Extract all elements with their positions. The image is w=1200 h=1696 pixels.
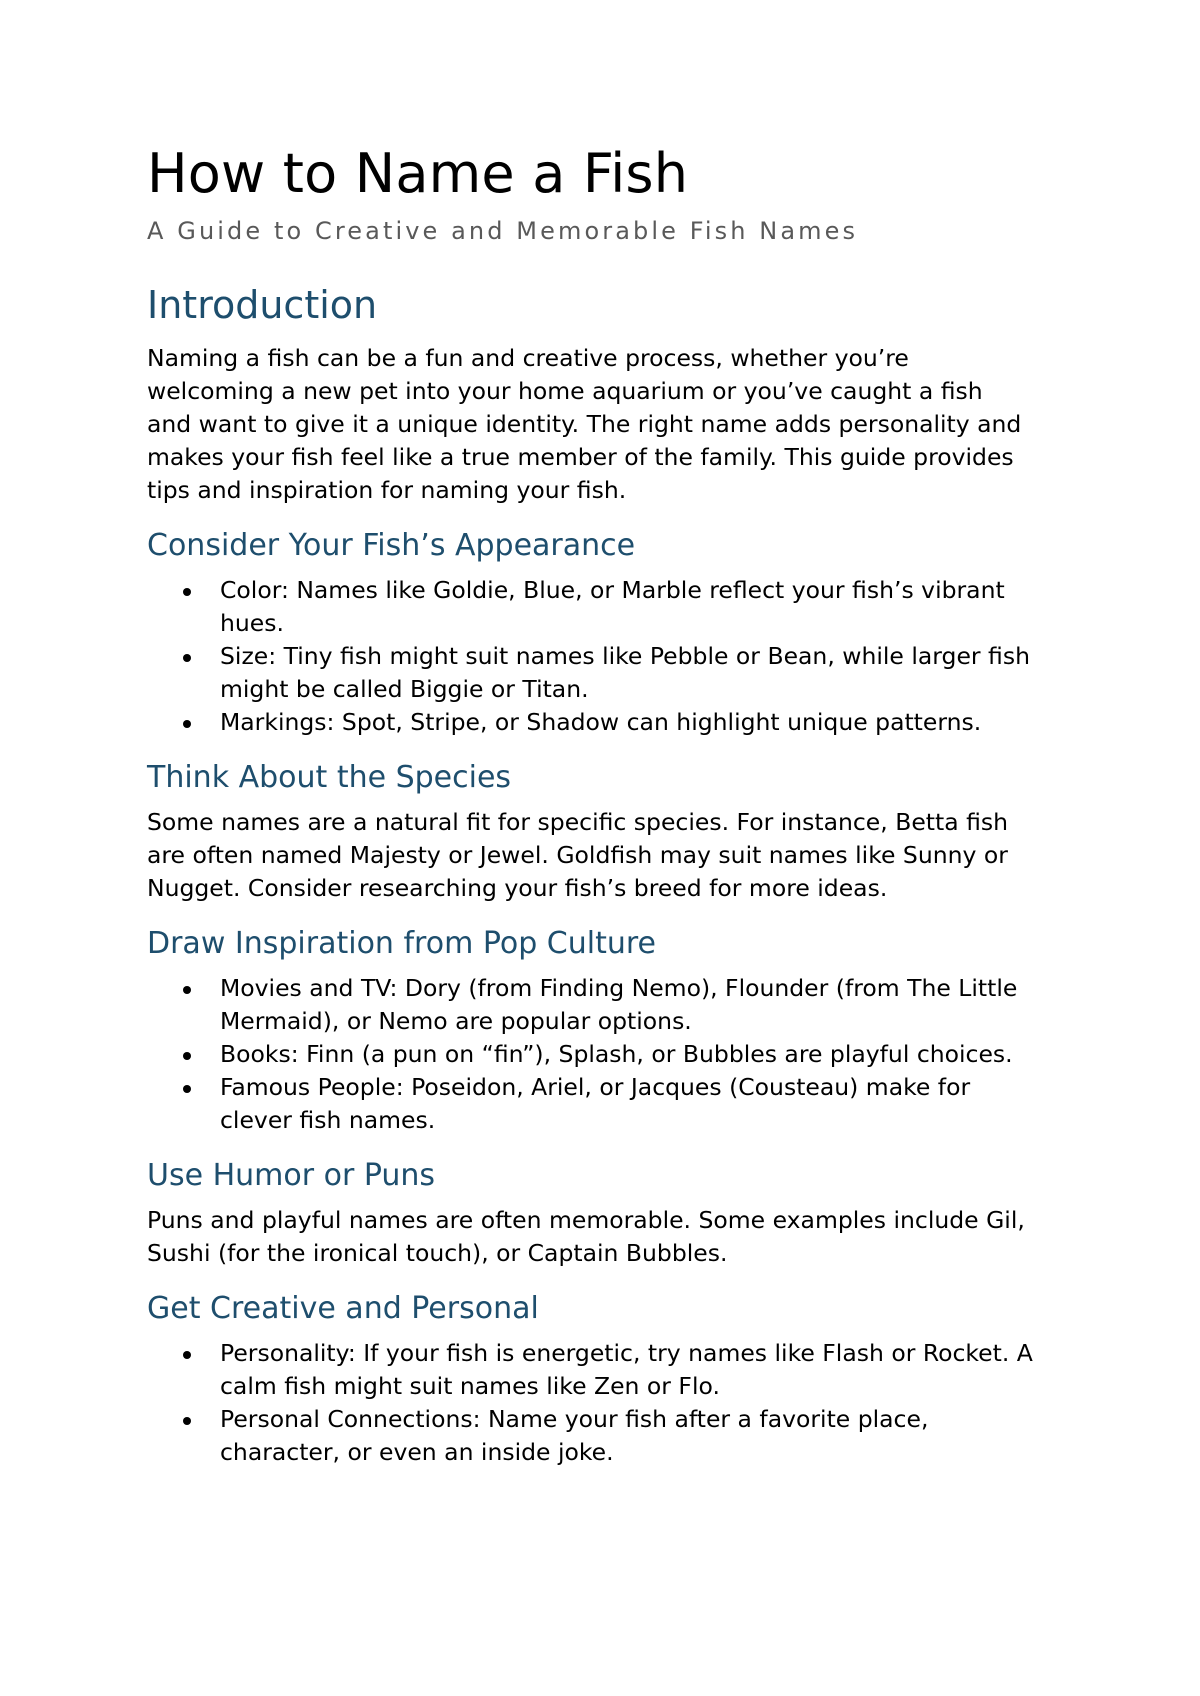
list-item-line: Movies and TV: Dory (from Finding Nemo), Flounder (from The Little	[220, 974, 1018, 1002]
list-item	[147, 1038, 1077, 1071]
bullet-icon	[183, 1085, 191, 1093]
paragraph-line: Puns and playful names are often memorable. Some examples include Gil,	[147, 1206, 1025, 1234]
list-item-line: hues.	[220, 609, 284, 637]
list-item	[147, 972, 1077, 1038]
list-item-line: Mermaid), or Nemo are popular options.	[220, 1007, 692, 1035]
bullet-icon	[183, 1417, 191, 1425]
paragraph-line: Sushi (for the ironical touch), or Captain Bubbles.	[147, 1239, 728, 1267]
list-item-line: character, or even an inside joke.	[220, 1438, 614, 1466]
paragraph-line: tips and inspiration for naming your fish.	[147, 476, 627, 504]
bullet-icon	[183, 720, 191, 728]
list-item-line: Books: Finn (a pun on “fin”), Splash, or Bubbles are playful choices.	[220, 1040, 1013, 1068]
list-item	[147, 574, 1077, 640]
bullet-icon	[183, 654, 191, 662]
paragraph-line: makes your fish feel like a true member of the family. This guide provides	[147, 443, 1014, 471]
list-item-line: Famous People: Poseidon, Ariel, or Jacques (Cousteau) make for	[220, 1073, 971, 1101]
bullet-icon	[183, 986, 191, 994]
list-item	[147, 1403, 1077, 1469]
list-item-line: Size: Tiny fish might suit names like Pebble or Bean, while larger fish	[220, 642, 1030, 670]
list-item-line: calm fish might suit names like Zen or Flo.	[220, 1372, 720, 1400]
paragraph-line: and want to give it a unique identity. The right name adds personality and	[147, 410, 1022, 438]
personal-list	[147, 1337, 1077, 1469]
paragraph-line: Nugget. Consider researching your fish’s breed for more ideas.	[147, 874, 888, 902]
list-item-line: Markings: Spot, Stripe, or Shadow can highlight unique patterns.	[220, 708, 982, 736]
list-item-line: Personal Connections: Name your fish after a favorite place,	[220, 1405, 929, 1433]
bullet-icon	[183, 1351, 191, 1359]
document-page	[147, 142, 1077, 1469]
section-heading-personal: Get Creative and Personal	[147, 1291, 539, 1326]
document-subtitle: A Guide to Creative and Memorable Fish Names	[147, 217, 859, 245]
list-item	[147, 1337, 1077, 1403]
section-heading-species: Think About the Species	[147, 760, 512, 795]
list-item	[147, 706, 1077, 739]
paragraph-line: Naming a fish can be a fun and creative process, whether you’re	[147, 344, 909, 372]
humor-paragraph	[147, 1204, 1077, 1270]
paragraph-line: welcoming a new pet into your home aquarium or you’ve caught a fish	[147, 377, 983, 405]
list-item-line: clever fish names.	[220, 1106, 436, 1134]
appearance-list	[147, 574, 1077, 739]
pop-culture-list	[147, 972, 1077, 1137]
section-heading-humor: Use Humor or Puns	[147, 1158, 436, 1193]
bullet-icon	[183, 1052, 191, 1060]
introduction-paragraph	[147, 342, 1077, 507]
list-item-line: Personality: If your fish is energetic, try names like Flash or Rocket. A	[220, 1339, 1033, 1367]
list-item-line: might be called Biggie or Titan.	[220, 675, 589, 703]
paragraph-line: Some names are a natural fit for specific species. For instance, Betta fish	[147, 808, 1009, 836]
section-heading-pop-culture: Draw Inspiration from Pop Culture	[147, 926, 656, 961]
bullet-icon	[183, 588, 191, 596]
list-item	[147, 640, 1077, 706]
section-heading-appearance: Consider Your Fish’s Appearance	[147, 528, 636, 563]
list-item	[147, 1071, 1077, 1137]
species-paragraph	[147, 806, 1077, 905]
document-title: How to Name a Fish	[147, 142, 689, 205]
list-item-line: Color: Names like Goldie, Blue, or Marble reflect your fish’s vibrant	[220, 576, 1005, 604]
section-heading-introduction: Introduction	[147, 283, 378, 327]
paragraph-line: are often named Majesty or Jewel. Goldfish may suit names like Sunny or	[147, 841, 1008, 869]
